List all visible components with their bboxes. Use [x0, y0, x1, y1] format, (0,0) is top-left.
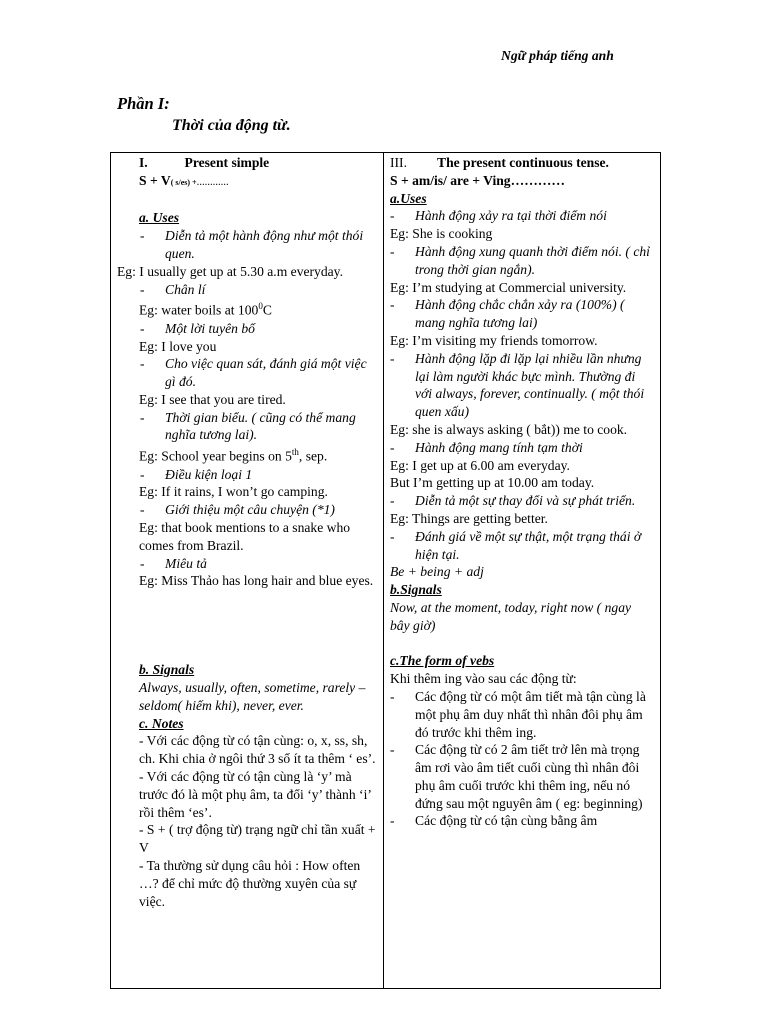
example: Eg: If it rains, I won’t go camping. — [139, 484, 328, 500]
use-item: - Hành động lặp đi lặp lại nhiều lần nhưng lại làm người khác bực mình. Thường đi với always, forever, continually. ( một thói quen xấu) — [390, 350, 645, 420]
example: Eg: I’m visiting my friends tomorrow. — [390, 332, 598, 348]
document-header: Ngữ pháp tiếng anh — [501, 48, 614, 63]
signals-title: b. Signals — [139, 662, 195, 678]
example: Eg: that book mentions to a snake who comes from Brazil. — [139, 520, 351, 553]
use-item: - Miêu tả — [140, 555, 207, 571]
use-item: - Hành động xung quanh thời điểm nói. ( chỉ trong thời gian ngắn). — [390, 243, 650, 277]
example: Eg: I love you — [139, 338, 217, 354]
use-item: - Diễn tả một hành động như một thói quen. — [140, 228, 364, 261]
present-continuous-formula: S + am/is/ are + Ving………… — [390, 172, 565, 188]
uses-title: a.Uses — [390, 190, 427, 206]
use-item: - Hành động mang tính tạm thời — [390, 439, 583, 455]
uses-title: a. Uses — [139, 210, 180, 226]
form-item: - Các động từ có một âm tiết mà tận cùng là một phụ âm duy nhất thì nhân đôi phụ âm đó trước khi thêm ing. — [390, 688, 646, 740]
note-item: - Với các động từ có tận cùng là ‘y’ mà trước đó là một phụ âm, ta đổi ‘y’ thành ‘i’ rồi thêm ‘es’. — [139, 768, 371, 820]
example: But I’m getting up at 10.00 am today. — [390, 475, 595, 491]
example: Eg: I usually get up at 5.30 a.m everyday. — [117, 263, 343, 279]
example: Eg: I see that you are tired. — [139, 391, 286, 407]
note-item: - Với các động từ có tận cùng: o, x, ss, sh, ch. Khi chia ở ngôi thứ 3 số ít ta thêm ‘ es’. — [139, 733, 376, 767]
heading-text: Present simple — [184, 155, 270, 170]
present-simple-formula: S + V( s/es) +………… — [139, 172, 229, 188]
section-subtitle: Thời của động từ. — [172, 117, 291, 134]
left-column — [111, 153, 384, 988]
note-item: - S + ( trợ động từ) trạng ngữ chỉ tần xuất + V — [139, 822, 376, 856]
form-item: - Các động từ có tận cùng bằng âm — [390, 813, 598, 829]
example: Eg: I’m studying at Commercial university. — [390, 279, 627, 295]
right-column — [384, 153, 660, 988]
example: Eg: Miss Thảo has long hair and blue eyes. — [139, 573, 374, 589]
present-continuous-heading — [390, 154, 654, 172]
signals-text: Now, at the moment, today, right now ( ngay bây giờ) — [390, 599, 632, 633]
form-intro: Khi thêm ing vào sau các động từ: — [390, 671, 577, 687]
use-item: - Một lời tuyên bố — [140, 320, 255, 336]
note-item: - Ta thường sử dụng câu hỏi : How often …? để chỉ mức độ thường xuyên của sự việc. — [139, 857, 361, 909]
use-item: - Chân lí — [140, 281, 206, 297]
heading-number: III. — [390, 155, 407, 170]
example: Eg: School year begins on 5th, sep. — [139, 447, 328, 464]
example: Eg: She is cooking — [390, 226, 493, 242]
use-item: - Diễn tả một sự thay đổi và sự phát triển. — [390, 493, 636, 509]
example: Eg: water boils at $100^0C$ — [139, 301, 272, 318]
use-item: - Hành động xảy ra tại thời điểm nói — [390, 208, 607, 224]
example: Eg: I get up at 6.00 am everyday. — [390, 457, 570, 473]
notes-title: c. Notes — [139, 715, 184, 731]
example: Be + being + adj — [390, 564, 484, 580]
heading-text: The present continuous tense. — [437, 155, 609, 170]
example: Eg: Things are getting better. — [390, 510, 548, 526]
use-item: - Cho việc quan sát, đánh giá một việc gì đó. — [140, 356, 367, 390]
signals-text: Always, usually, often, sometime, rarely – seldom( hiếm khi), never, ever. — [139, 679, 366, 713]
use-item: - Thời gian biểu. ( cũng có thể mang nghĩa tương lai). — [140, 409, 356, 443]
use-item: - Đánh giá về một sự thật, một trạng thái ở hiện tại. — [390, 528, 642, 562]
grammar-table — [110, 152, 661, 989]
heading-number: I. — [139, 155, 148, 170]
present-simple-heading — [117, 154, 377, 172]
form-title: c.The form of vebs — [390, 653, 495, 669]
signals-title: b.Signals — [390, 582, 442, 598]
use-item: - Giới thiệu một câu chuyện (*1) — [140, 502, 335, 518]
use-item: - Điều kiện loại 1 — [140, 466, 253, 482]
use-item: - Hành động chắc chắn xảy ra (100%) ( mang nghĩa tương lai) — [390, 297, 625, 331]
example: Eg: she is always asking ( bắt)) me to cook. — [390, 421, 628, 437]
part-title: Phần I: — [117, 94, 170, 113]
form-item: - Các động từ có 2 âm tiết trở lên mà trọng âm rơi vào âm tiết cuối cùng thì nhân đôi phụ âm cuối trước khi thêm ing, nếu nó đứng sau một nguyên âm ( eg: beginning) — [390, 742, 643, 811]
